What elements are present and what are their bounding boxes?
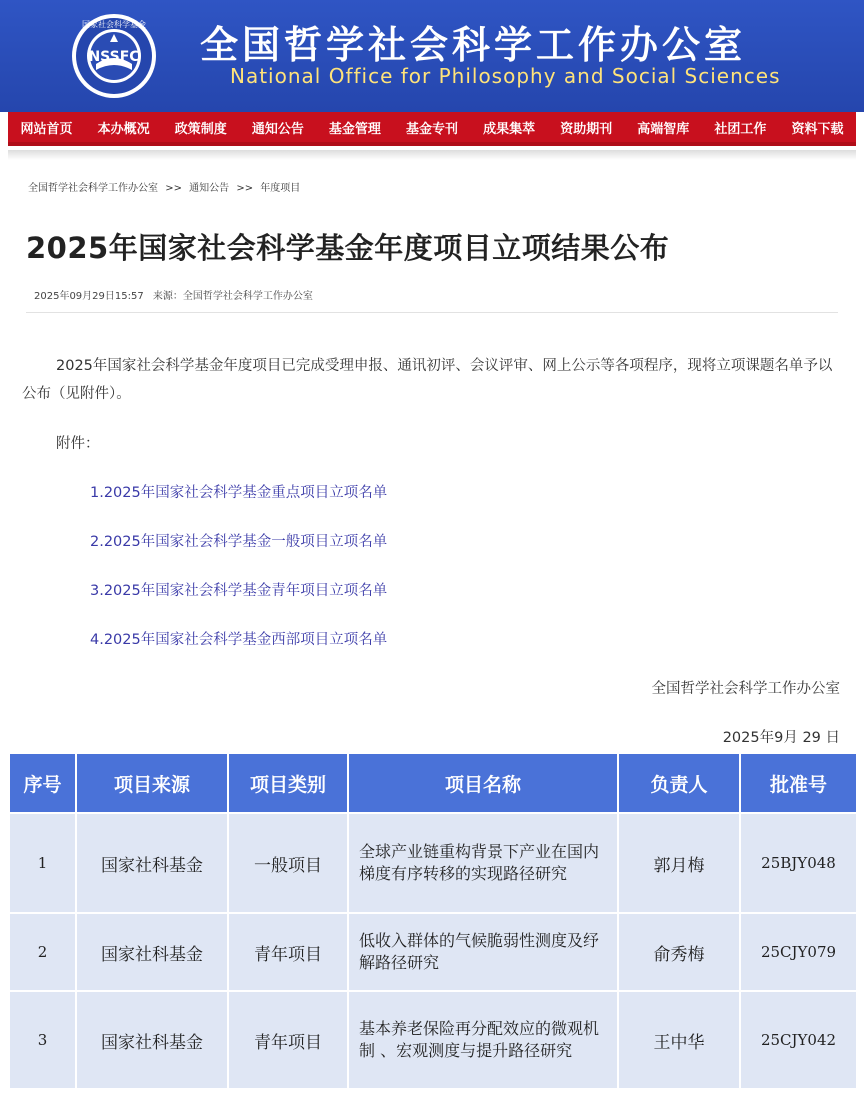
cell-category: 青年项目 (228, 913, 348, 991)
article-title: 2025年国家社会科学基金年度项目立项结果公布 (26, 231, 670, 265)
attachment-link-general-projects[interactable]: 2.2025年国家社会科学基金一般项目立项名单 (90, 534, 388, 550)
cell-leader: 俞秀梅 (618, 913, 740, 991)
project-table (8, 752, 858, 1090)
divider (26, 312, 838, 313)
cell-approval-no: 25CJY042 (740, 991, 857, 1089)
table-row (9, 913, 857, 991)
article-source: 来源：全国哲学社会科学工作办公室 (152, 291, 313, 302)
nav-item-downloads[interactable]: 资料下载 (791, 121, 844, 137)
cell-leader: 王中华 (618, 991, 740, 1089)
cell-source: 国家社科基金 (76, 813, 228, 913)
nssfc-logo-icon[interactable] (66, 12, 162, 100)
cell-project-name: 低收入群体的气候脆弱性测度及纾解路径研究 (348, 913, 618, 991)
cell-category: 一般项目 (228, 813, 348, 913)
nav-item-funded-journals[interactable]: 资助期刊 (560, 121, 613, 137)
cell-project-name: 全球产业链重构背景下产业在国内梯度有序转移的实现路径研究 (348, 813, 618, 913)
article-body: 2025年国家社会科学基金年度项目已完成受理申报、通讯初评、会议评审、网上公示等各项程序，现将立项课题名单予以公布（见附件）。 (22, 358, 833, 402)
breadcrumb (28, 179, 304, 194)
header-source: 项目来源 (76, 753, 228, 813)
breadcrumb-annual-projects[interactable]: 年度项目 (260, 183, 301, 194)
sign-date: 2025年9月 29 日 (722, 730, 840, 746)
breadcrumb-separator: >> (236, 183, 254, 194)
cell-index: 3 (9, 991, 76, 1089)
cell-source: 国家社科基金 (76, 913, 228, 991)
table-row (9, 991, 857, 1089)
logo-ring-text: 国家社会科学基金 (82, 20, 146, 29)
breadcrumb-notices[interactable]: 通知公告 (189, 183, 230, 194)
attachment-link-key-projects[interactable]: 1.2025年国家社会科学基金重点项目立项名单 (90, 485, 388, 501)
attachment-link-youth-projects[interactable]: 3.2025年国家社会科学基金青年项目立项名单 (90, 583, 388, 599)
header-project-name: 项目名称 (348, 753, 618, 813)
article-date: 2025年09月29日15:57 (34, 291, 144, 302)
attachment-label: 附件： (56, 436, 100, 452)
nav-item-associations[interactable]: 社团工作 (714, 121, 767, 137)
main-nav (8, 112, 856, 146)
table-header-row (9, 753, 857, 813)
breadcrumb-separator: >> (165, 183, 182, 194)
header-category: 项目类别 (228, 753, 348, 813)
cell-approval-no: 25CJY079 (740, 913, 857, 991)
article-meta (34, 287, 319, 302)
attachment-link-western-projects[interactable]: 4.2025年国家社会科学基金西部项目立项名单 (90, 632, 388, 648)
nav-item-about[interactable]: 本办概况 (97, 121, 150, 137)
site-title-cn: 全国哲学社会科学工作办公室 (200, 22, 747, 67)
logo-text: NSSFC (88, 49, 140, 65)
header-leader: 负责人 (618, 753, 740, 813)
cell-approval-no: 25BJY048 (740, 813, 857, 913)
nav-item-notices[interactable]: 通知公告 (251, 121, 304, 137)
header-approval-no: 批准号 (740, 753, 857, 813)
breadcrumb-home[interactable]: 全国哲学社会科学工作办公室 (28, 183, 158, 194)
header-index: 序号 (9, 753, 76, 813)
cell-index: 1 (9, 813, 76, 913)
cell-project-name: 基本养老保险再分配效应的微观机制 、宏观测度与提升路径研究 (348, 991, 618, 1089)
cell-leader: 郭月梅 (618, 813, 740, 913)
site-header (0, 0, 864, 112)
nav-item-fund-journal[interactable]: 基金专刊 (406, 121, 459, 137)
nav-item-think-tanks[interactable]: 高端智库 (637, 121, 690, 137)
cell-source: 国家社科基金 (76, 991, 228, 1089)
cell-category: 青年项目 (228, 991, 348, 1089)
nav-item-policy[interactable]: 政策制度 (174, 121, 227, 137)
site-title-en: National Office for Philosophy and Social Sciences (230, 64, 781, 88)
nav-item-achievements[interactable]: 成果集萃 (483, 121, 536, 137)
signature: 全国哲学社会科学工作办公室 (651, 681, 840, 697)
nav-item-home[interactable]: 网站首页 (20, 121, 73, 137)
nav-item-fund-management[interactable]: 基金管理 (328, 121, 381, 137)
nav-shadow (8, 150, 856, 160)
table-row (9, 813, 857, 913)
cell-index: 2 (9, 913, 76, 991)
